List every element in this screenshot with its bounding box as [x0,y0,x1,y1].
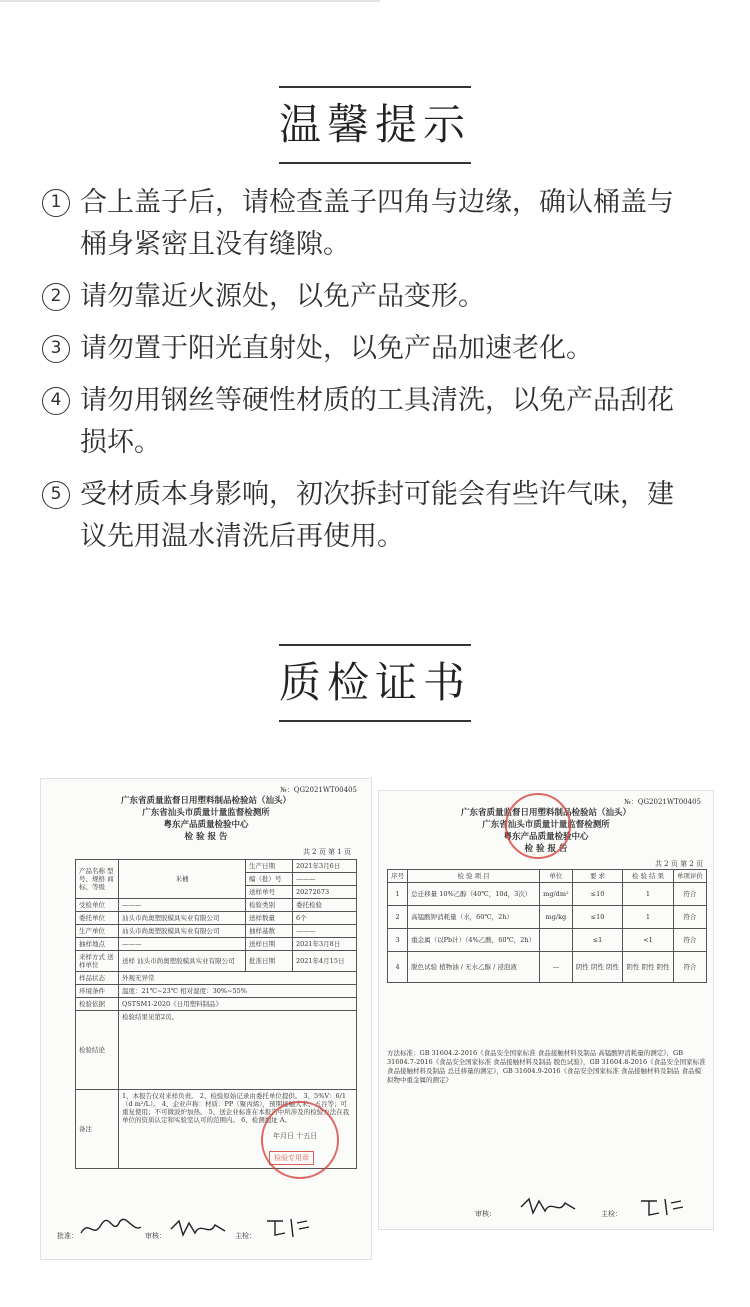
table-cell: 脱色试验 植物油 / 无水乙醇 / 浸泡液 [408,952,540,983]
top-divider [0,0,380,2]
table-cell-label: 生产日期 [246,860,293,873]
table-cell-label: 备注 [76,1090,119,1169]
table-cell: 符合 [673,883,706,906]
table-cell: 1 [623,883,674,906]
table-cell-label: 受检单位 [76,899,119,912]
table-cell-value: ——— [293,925,357,938]
table-cell: 符合 [673,906,706,929]
table-cell-value: 汕头市尚奥塑胶模具实业有限公司 [119,912,246,925]
table-cell-label: 编（批）号 [246,873,293,886]
table-cell: ≤10 [572,906,623,929]
tip-number: 2 [42,283,70,311]
table-cell: <1 [623,929,674,952]
table-cell: 4 [388,952,408,983]
table-cell-label: 抽样基数 [246,925,293,938]
table-cell-label: 检验类别 [246,899,293,912]
tip-item-5 [42,474,692,558]
table-cell-value: 检验结果见第2页。 [119,1011,357,1090]
table-row [76,972,357,985]
table-header: 检 验 项 目 [408,870,540,883]
tip-number: 5 [42,481,70,509]
org-line-1: 广东省质量监督日用塑料制品检验站（汕头） [460,808,631,818]
table-cell: 2 [388,906,408,929]
table-cell: 重金属（以Pb计）（4%乙酸，60℃，2h） [408,929,540,952]
table-cell: mg/kg [540,906,573,929]
cert-title: 质检证书 [279,644,471,722]
table-cell-value: 外观无异常 [119,972,357,985]
page-indicator: 共 2 页 第 1 页 [302,848,351,856]
table-cell-value: QSTSM1-2020《日用塑料制品》 [119,998,357,1011]
table-cell: 3 [388,929,408,952]
report-number: №：QG2021WT00405 [624,798,701,806]
org-line-3: 粤东产品质量检验中心 [503,832,589,842]
tip-text: 受材质本身影响，初次拆封可能会有些许气味，建议先用温水清洗后再使用。 [80,479,674,552]
tip-item-4 [42,380,692,464]
table-cell: 1 [388,883,408,906]
table-cell-label: 委托单位 [76,912,119,925]
report-page-2 [378,790,714,1230]
table-cell: 总迁移量 10%乙醇（40℃，10d，3次） [408,883,540,906]
table-cell-label: 产品名称 型号、规格 商标、等级 [76,860,119,899]
tip-text: 请勿靠近火源处，以免产品变形。 [80,281,485,312]
page-indicator: 共 2 页 第 2 页 [654,860,703,868]
table-cell: 高锰酸钾消耗量（水，60℃，2h） [408,906,540,929]
tip-number: 3 [42,335,70,363]
tip-text: 请勿置于阳光直射处，以免产品加速老化。 [80,333,593,364]
table-cell-value: 20272673 [293,886,357,899]
table-row [76,899,357,912]
table-cell-label: 样品状态 [76,972,119,985]
table-header: 要 求 [572,870,623,883]
table-cell-label: 送样单号 [246,886,293,899]
table-cell-value: ——— [293,873,357,886]
org-line-2: 广东省汕头市质量计量监督检测所 [482,820,610,830]
red-seal [505,793,571,859]
table-cell: 符合 [673,952,706,983]
table-cell-value: 送样 汕头市尚奥塑胶模具实业有限公司 [119,951,246,972]
table-row [76,985,357,998]
reviewer-label: 审核： [475,1210,496,1218]
table-row [76,912,357,925]
table-cell-value: 2021年4月15日 [293,951,357,972]
table-cell-value: 2021年3月8日 [293,938,357,951]
cert-heading [0,644,750,722]
table-cell-label: 环境条件 [76,985,119,998]
table-row [76,925,357,938]
table-cell-value: 米桶 [119,860,246,899]
table-cell-value: 温度：21℃~23℃ 相对湿度：30%~55% [119,985,357,998]
table-row [76,998,357,1011]
report-2-table [387,869,707,983]
org-line-3: 粤东产品质量检验中心 [163,820,249,830]
org-line-1: 广东省质量监督日用塑料制品检验站（汕头） [120,796,291,806]
report-page-1 [40,778,372,1260]
tips-title: 温馨提示 [279,86,471,164]
table-cell: ≤10 [572,883,623,906]
tip-item-2 [42,276,692,318]
signature-approver [79,1217,143,1239]
signature-reviewer [519,1195,579,1217]
approver-label: 批准： [57,1232,78,1240]
table-row [76,860,357,873]
table-row [76,1011,357,1090]
signature-reviewer [169,1217,229,1239]
tip-number: 4 [42,387,70,415]
report-title: 检 验 报 告 [524,844,568,854]
tip-item-1 [42,182,692,266]
table-header: 单位 [540,870,573,883]
table-cell-label: 送样日期 [246,938,293,951]
inspector-label: 主检： [235,1232,256,1240]
table-cell-label: 批准日期 [246,951,293,972]
signature-inspector [263,1215,313,1239]
table-row [76,951,357,972]
inspector-label: 主检： [601,1210,622,1218]
table-cell-value: 委托检验 [293,899,357,912]
table-cell-label: 检验依据 [76,998,119,1011]
table-cell-value: 汕头市尚奥塑胶模具实业有限公司 [119,925,246,938]
table-cell-label: 抽样地点 [76,938,119,951]
table-cell: mg/dm² [540,883,573,906]
table-row [76,938,357,951]
method-standard-note: 方法标准：GB 31604.2-2016《食品安全国家标准 食品接触材料及制品 高锰酸钾消耗量的测定》，GB 31604.7-2016《食品安全国家标准 食品接触材料及制品 脱色试验》，GB 31604.8-2016《食品安全国家标准 食品接触材料及制品 总迁移量的测定》，GB 31604.9-2016《食品安全国家标准 食品接触材料及制品 食品模拟物中重金属的测定》 [387,1049,706,1084]
table-cell: ≤1 [572,929,623,952]
table-row [388,906,707,929]
table-header: 单项评价 [673,870,706,883]
signature-inspector [637,1195,687,1217]
tip-text: 请勿用钢丝等硬性材质的工具清洗，以免产品刮花损坏。 [80,385,674,458]
table-cell-label: 检验结论 [76,1011,119,1090]
reviewer-label: 审核： [145,1232,166,1240]
seal-stamp-label: 检验专用章 [269,1151,314,1165]
table-row [388,883,707,906]
table-cell-value: ——— [119,938,246,951]
table-cell-label: 送样数量 [246,912,293,925]
seal-date: 年月日 十五日 [273,1132,318,1140]
table-cell: 阴性 阴性 阴性 [623,952,674,983]
table-cell: — [540,952,573,983]
table-cell-label: 来样方式 送样单位 [76,951,119,972]
report-number: №：QG2021WT00405 [280,786,357,794]
table-cell: 符合 [673,929,706,952]
tips-list [42,182,692,568]
table-cell: 阴性 阴性 阴性 [572,952,623,983]
report-title: 检 验 报 告 [184,832,228,842]
tip-text: 合上盖子后，请检查盖子四角与边缘，确认桶盖与桶身紧密且没有缝隙。 [80,187,674,260]
table-cell-value: 1、本报告仅对来样负责。 2、检验原始记录由委托单位提供。 3、5%V：6/1（d m²/L）。 4、企业声称：材质：PP（聚丙烯），预期接触大米、五谷等；可重复使用；不可微波炉加热。 5、送企业标准在本报告中所涉及的检验方法在我单位的资质认定和实验室认可的范围内。 6、检测地址 A。 [119,1090,357,1169]
org-line-2: 广东省汕头市质量计量监督检测所 [142,808,270,818]
tip-item-3 [42,328,692,370]
table-cell-value: 6个 [293,912,357,925]
table-header: 检 验 结 果 [623,870,674,883]
table-cell-value: ——— [119,899,246,912]
table-row [388,952,707,983]
table-cell [540,929,573,952]
tip-number: 1 [42,189,70,217]
table-header: 序号 [388,870,408,883]
tips-heading [0,86,750,164]
table-cell-label: 生产单位 [76,925,119,938]
table-header-row [388,870,707,883]
table-cell: 1 [623,906,674,929]
table-cell-value: 2021年3月6日 [293,860,357,873]
table-row [388,929,707,952]
